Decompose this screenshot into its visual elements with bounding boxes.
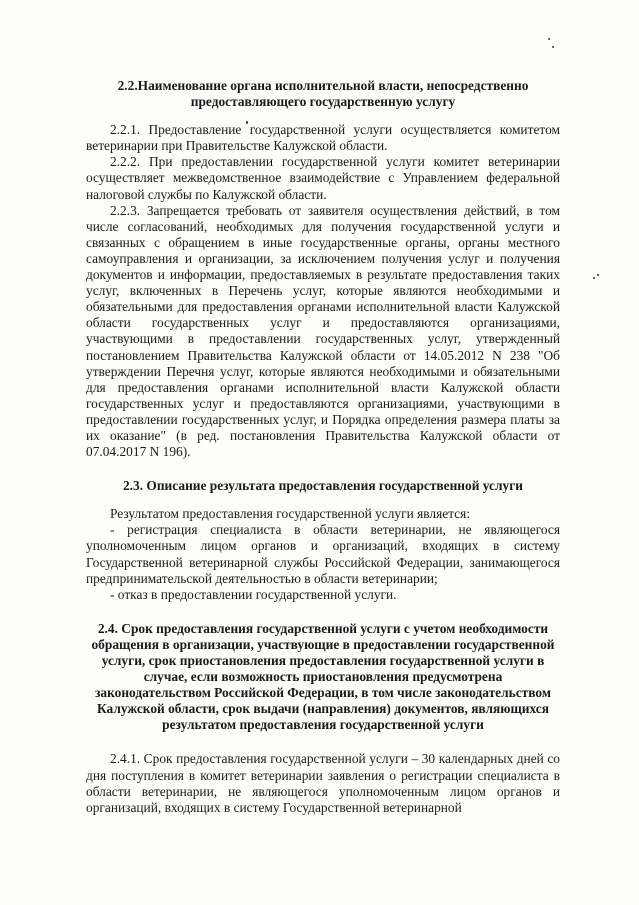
scan-speck <box>552 46 554 48</box>
section-2-2-heading: 2.2.Наименование органа исполнительной власти, непосредственно предоставляющего государственную услугу <box>117 78 529 110</box>
paragraph-2-2-1: 2.2.1. Предоставление государственной услуги осуществляется комитетом ветеринарии при Правительстве Калужской области. <box>86 122 560 154</box>
list-item: - регистрация специалиста в области ветеринарии, не являющегося уполномоченным лицом органов и организаций, входящих в систему Государственной ветеринарной службы Российской Федерации, занимающегося предпринимательской деятельностью в области ветеринарии; <box>86 522 560 586</box>
document-body <box>86 78 560 816</box>
paragraph-2-2-3: 2.2.3. Запрещается требовать от заявителя осуществления действий, в том числе согласований, необходимых для получения государственной услуги и связанных с обращением в иные государственные органы, органы местного самоуправления и организации, за исключением получения услуг и получения документов и информации, предоставляемых в результате предоставления таких услуг, включенных в Перечень услуг, которые являются необходимыми и обязательными для предоставления органами исполнительной власти Калужской области государственных услуг и предоставляются организациями, участвующими в предоставлении государственных услуг, утвержденный постановлением Правительства Калужской области от 14.05.2012 N 238 "Об утверждении Перечня услуг, которые являются необходимыми и обязательными для предоставления органами исполнительной власти Калужской области государственных услуг и предоставляются организациями, участвующими в предоставлении государственных услуг, и Порядка определения размера платы за их оказание" (в ред. постановления Правительства Калужской области от 07.04.2017 N 196). <box>86 202 560 460</box>
section-2-4-heading: 2.4. Срок предоставления государственной услуги с учетом необходимости обращения в организации, участвующие в предоставлении государственной услуги, срок приостановления предоставления государственной услуги в случае, если возможность приостановления предусмотрена законодательством Российской Федерации, в том числе законодательством Калужской области, срок выдачи (направления) документов, являющихся результатом предоставления государственной услуги <box>91 620 555 733</box>
section-2-3-intro: Результатом предоставления государственной услуги является: <box>110 506 471 522</box>
scan-speck <box>548 38 550 40</box>
section-2-3-heading: 2.3. Описание результата предоставления государственной услуги <box>122 478 524 494</box>
paragraph-2-4-1: 2.4.1. Срок предоставления государственной услуги – 30 календарных дней со дня поступления в комитет ветеринарии заявления о регистрации специалиста в области ветеринарии, не являющегося уполномоченным лицом органов и организаций, входящих в систему Государственной ветеринарной <box>86 751 560 815</box>
scan-speck <box>593 277 595 279</box>
paragraph-2-2-2: 2.2.2. При предоставлении государственной услуги комитет ветеринарии осуществляет межведомственное взаимодействие с Управлением федеральной налоговой службы по Калужской области. <box>86 154 560 202</box>
list-item: - отказ в предоставлении государственной услуги. <box>110 586 397 602</box>
scan-speck <box>597 274 599 276</box>
